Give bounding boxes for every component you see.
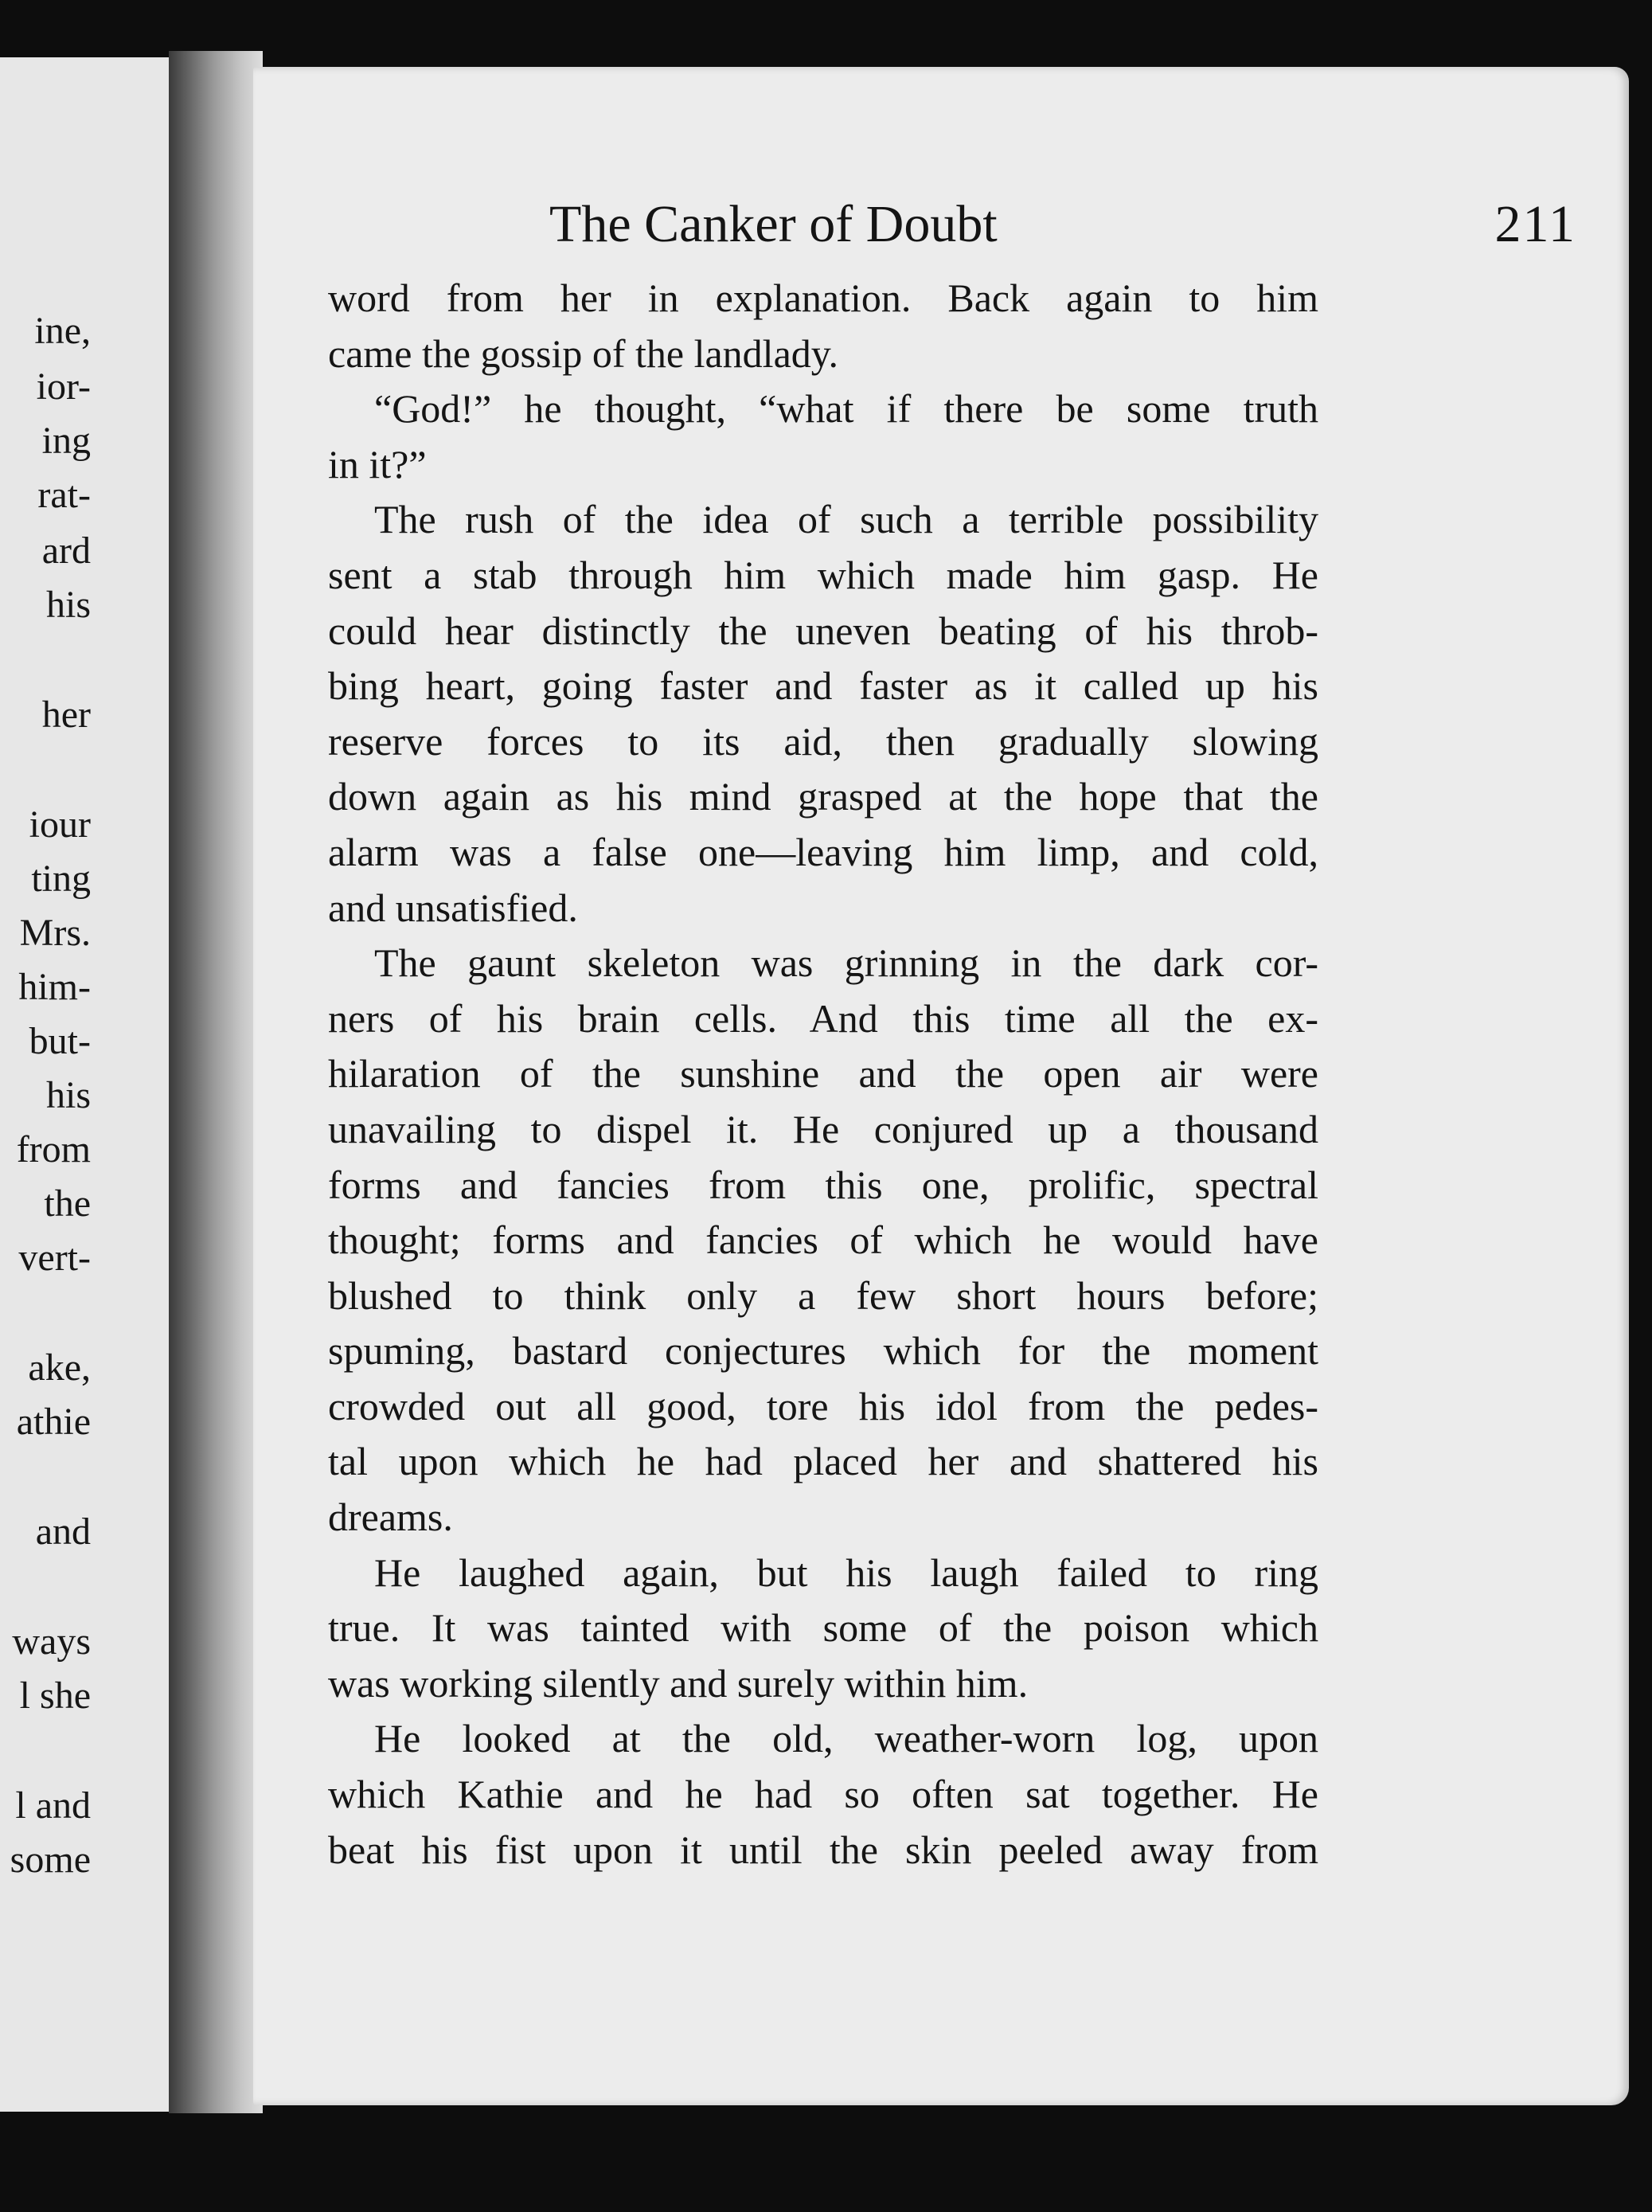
paragraph	[328, 1546, 1318, 1712]
left-line-fragment: from	[16, 1128, 91, 1170]
left-line-fragment: vert-	[18, 1237, 91, 1279]
text-line: word from her in explanation. Back again to him	[328, 276, 1318, 320]
text-line: dreams.	[328, 1495, 453, 1540]
text-line: which Kathie and he had so often sat together. He	[328, 1772, 1318, 1817]
paragraph	[328, 271, 1318, 381]
left-line-fragment: him-	[18, 966, 91, 1008]
text-line: thought; forms and fancies of which he would have	[328, 1217, 1318, 1263]
left-line-fragment: her	[41, 694, 91, 736]
left-line-fragment: his	[45, 1074, 91, 1116]
left-line-fragment: iour	[29, 803, 91, 846]
text-line: crowded out all good, tore his idol from the pedes-	[328, 1383, 1318, 1428]
left-line-fragment: but-	[29, 1020, 91, 1062]
text-line: He laughed again, but his laugh failed to ring	[374, 1550, 1318, 1595]
left-line-fragment: ing	[41, 420, 91, 462]
text-line: alarm was a false one—leaving him limp, and cold,	[328, 829, 1318, 874]
left-line-fragment: athie	[16, 1401, 91, 1443]
text-line: The rush of the idea of such a terrible possibility	[374, 497, 1318, 542]
left-line-fragment: ior-	[36, 365, 91, 408]
paragraph	[328, 381, 1318, 492]
text-line: was working silently and surely within him.	[328, 1660, 1029, 1706]
left-line-fragment: ake,	[28, 1346, 91, 1389]
text-line: He looked at the old, weather-worn log, upon	[374, 1716, 1318, 1761]
running-head-title: The Canker of Doubt	[549, 195, 998, 253]
left-facing-page	[0, 57, 183, 2112]
text-line: could hear distinctly the uneven beating of his throb-	[328, 608, 1318, 653]
left-line-fragment: rat-	[37, 474, 91, 516]
left-line-fragment: ways	[12, 1620, 91, 1663]
left-line-fragment: ard	[41, 530, 91, 572]
text-line: “God!” he thought, “what if there be some truth	[374, 386, 1318, 432]
text-line: and unsatisfied.	[328, 885, 578, 930]
left-line-fragment: some	[10, 1839, 91, 1881]
text-line: hilaration of the sunshine and the open air were	[328, 1051, 1318, 1096]
text-line: sent a stab through him which made him gasp. He	[328, 552, 1318, 597]
left-line-fragment: ting	[31, 858, 91, 900]
page-number: 211	[1494, 195, 1576, 253]
text-line: forms and fancies from this one, prolific, spectral	[328, 1162, 1318, 1207]
left-line-fragment: his	[45, 584, 91, 626]
left-line-fragment: l she	[19, 1675, 91, 1717]
text-line: down again as his mind grasped at the hope that the	[328, 774, 1318, 819]
text-line: tal upon which he had placed her and shattered his	[328, 1439, 1318, 1484]
text-line: came the gossip of the landlady.	[328, 330, 839, 376]
text-line: The gaunt skeleton was grinning in the dark cor-	[374, 940, 1318, 986]
left-line-fragment: Mrs.	[19, 912, 91, 954]
text-line: unavailing to dispel it. He conjured up a thousand	[328, 1106, 1318, 1151]
left-line-fragment: ine,	[34, 310, 91, 352]
paragraph	[328, 1711, 1318, 1878]
left-line-fragment: and	[35, 1510, 91, 1553]
paragraph	[328, 936, 1318, 1546]
text-line: true. It was tainted with some of the poison which	[328, 1605, 1318, 1651]
text-line: in it?”	[328, 441, 427, 487]
text-line: ners of his brain cells. And this time all the ex-	[328, 995, 1318, 1041]
body-text	[328, 271, 1318, 1878]
book-gutter	[169, 51, 263, 2113]
running-header	[549, 194, 1576, 266]
text-line: reserve forces to its aid, then gradually slowing	[328, 718, 1318, 764]
text-line: bing heart, going faster and faster as it called up his	[328, 663, 1318, 709]
paragraph	[328, 492, 1318, 936]
left-line-fragment: l and	[15, 1784, 91, 1827]
text-line: beat his fist upon it until the skin peeled away from	[328, 1827, 1318, 1872]
text-line: blushed to think only a few short hours before;	[328, 1272, 1318, 1318]
right-page	[253, 67, 1629, 2105]
left-line-fragment: the	[44, 1182, 91, 1225]
text-line: spuming, bastard conjectures which for the moment	[328, 1328, 1318, 1374]
